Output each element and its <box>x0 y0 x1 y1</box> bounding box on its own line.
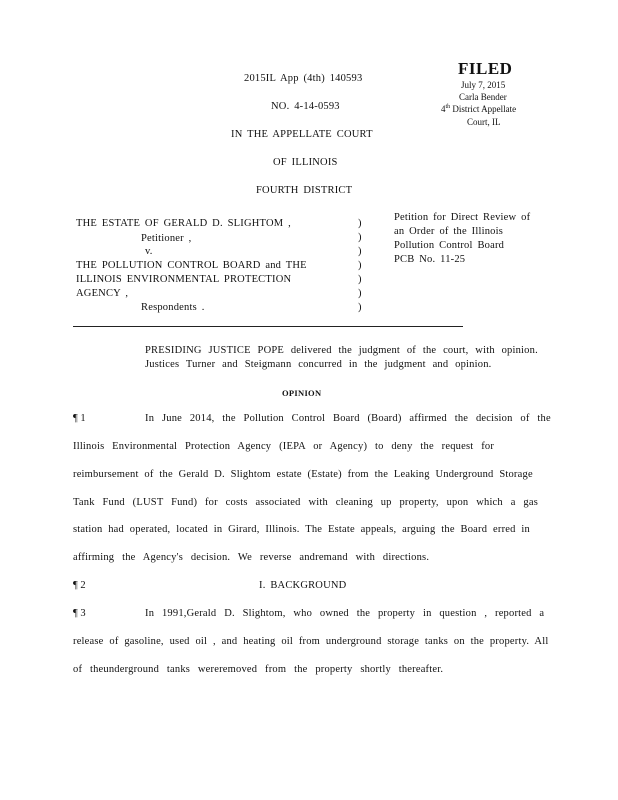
petition-line: Pollution Control Board <box>394 240 505 251</box>
party-estate: THE ESTATE OF GERALD D. SLIGHTOM , <box>76 218 291 229</box>
paragraph-line: affirming the Agency's decision. We reverse andremand with directions. <box>73 552 430 563</box>
filed-stamp-court: Court, IL <box>467 117 501 127</box>
paragraph-line: In June 2014, the Pollution Control Board (Board) affirmed the decision of the <box>145 413 551 424</box>
paragraph-line: release of gasoline, used oil , and heating oil from underground storage tanks on the property. All <box>73 636 549 647</box>
filed-stamp-district <box>441 104 516 114</box>
opinion-heading: OPINION <box>282 388 322 398</box>
filed-stamp-date: July 7, 2015 <box>461 80 506 90</box>
caption-paren: ) <box>358 246 362 257</box>
caption-divider <box>73 326 463 327</box>
court-name-line1: IN THE APPELLATE COURT <box>231 129 373 140</box>
filed-stamp-clerk: Carla Bender <box>459 92 507 102</box>
justices-line2: Justices Turner and Steigmann concurred in the judgment and opinion. <box>145 359 492 370</box>
justices-line1: PRESIDING JUSTICE POPE delivered the judgment of the court, with opinion. <box>145 345 538 356</box>
petitioner-label: Petitioner , <box>141 233 192 244</box>
caption-paren: ) <box>358 302 362 313</box>
party-board-line2: ILLINOIS ENVIRONMENTAL PROTECTION <box>76 274 292 285</box>
caption-paren: ) <box>358 260 362 271</box>
section-heading: I. BACKGROUND <box>259 580 347 591</box>
citation: 2015IL App (4th) 140593 <box>244 73 363 84</box>
petition-line: an Order of the Illinois <box>394 226 504 237</box>
docket-number: NO. 4-14-0593 <box>271 101 340 112</box>
paragraph-line: reimbursement of the Gerald D. Slightom estate (Estate) from the Leaking Underground Storage <box>73 469 533 480</box>
district-text: District Appellate <box>450 104 517 114</box>
paragraph-line: station had operated, located in Girard, Illinois. The Estate appeals, arguing the Board erred in <box>73 524 530 535</box>
paragraph-line: of theunderground tanks wereremoved from the property shortly thereafter. <box>73 664 444 675</box>
paragraph-mark: ¶ 2 <box>73 580 86 591</box>
district-ordinal-suffix: th <box>445 104 451 110</box>
caption-paren: ) <box>358 232 362 243</box>
respondents-label: Respondents . <box>141 302 205 313</box>
filed-stamp-title: FILED <box>458 59 513 78</box>
paragraph-mark: ¶ 3 <box>73 608 86 619</box>
petition-line: PCB No. 11-25 <box>394 254 466 265</box>
party-board-line3: AGENCY , <box>76 288 129 299</box>
court-district: FOURTH DISTRICT <box>256 185 353 196</box>
caption-paren: ) <box>358 288 362 299</box>
versus-label: v. <box>145 246 153 257</box>
paragraph-line: In 1991,Gerald D. Slightom, who owned the property in question , reported a <box>145 608 545 619</box>
paragraph-line: Illinois Environmental Protection Agency (IEPA or Agency) to deny the request for <box>73 441 495 452</box>
court-name-line2: OF ILLINOIS <box>273 157 338 168</box>
petition-line: Petition for Direct Review of <box>394 212 531 223</box>
caption-paren: ) <box>358 218 362 229</box>
paragraph-mark: ¶ 1 <box>73 413 86 424</box>
paragraph-line: Tank Fund (LUST Fund) for costs associated with cleaning up property, upon which a gas <box>73 497 538 508</box>
caption-paren: ) <box>358 274 362 285</box>
party-board-line1: THE POLLUTION CONTROL BOARD and THE <box>76 260 307 271</box>
district-number: 4 <box>441 104 446 114</box>
